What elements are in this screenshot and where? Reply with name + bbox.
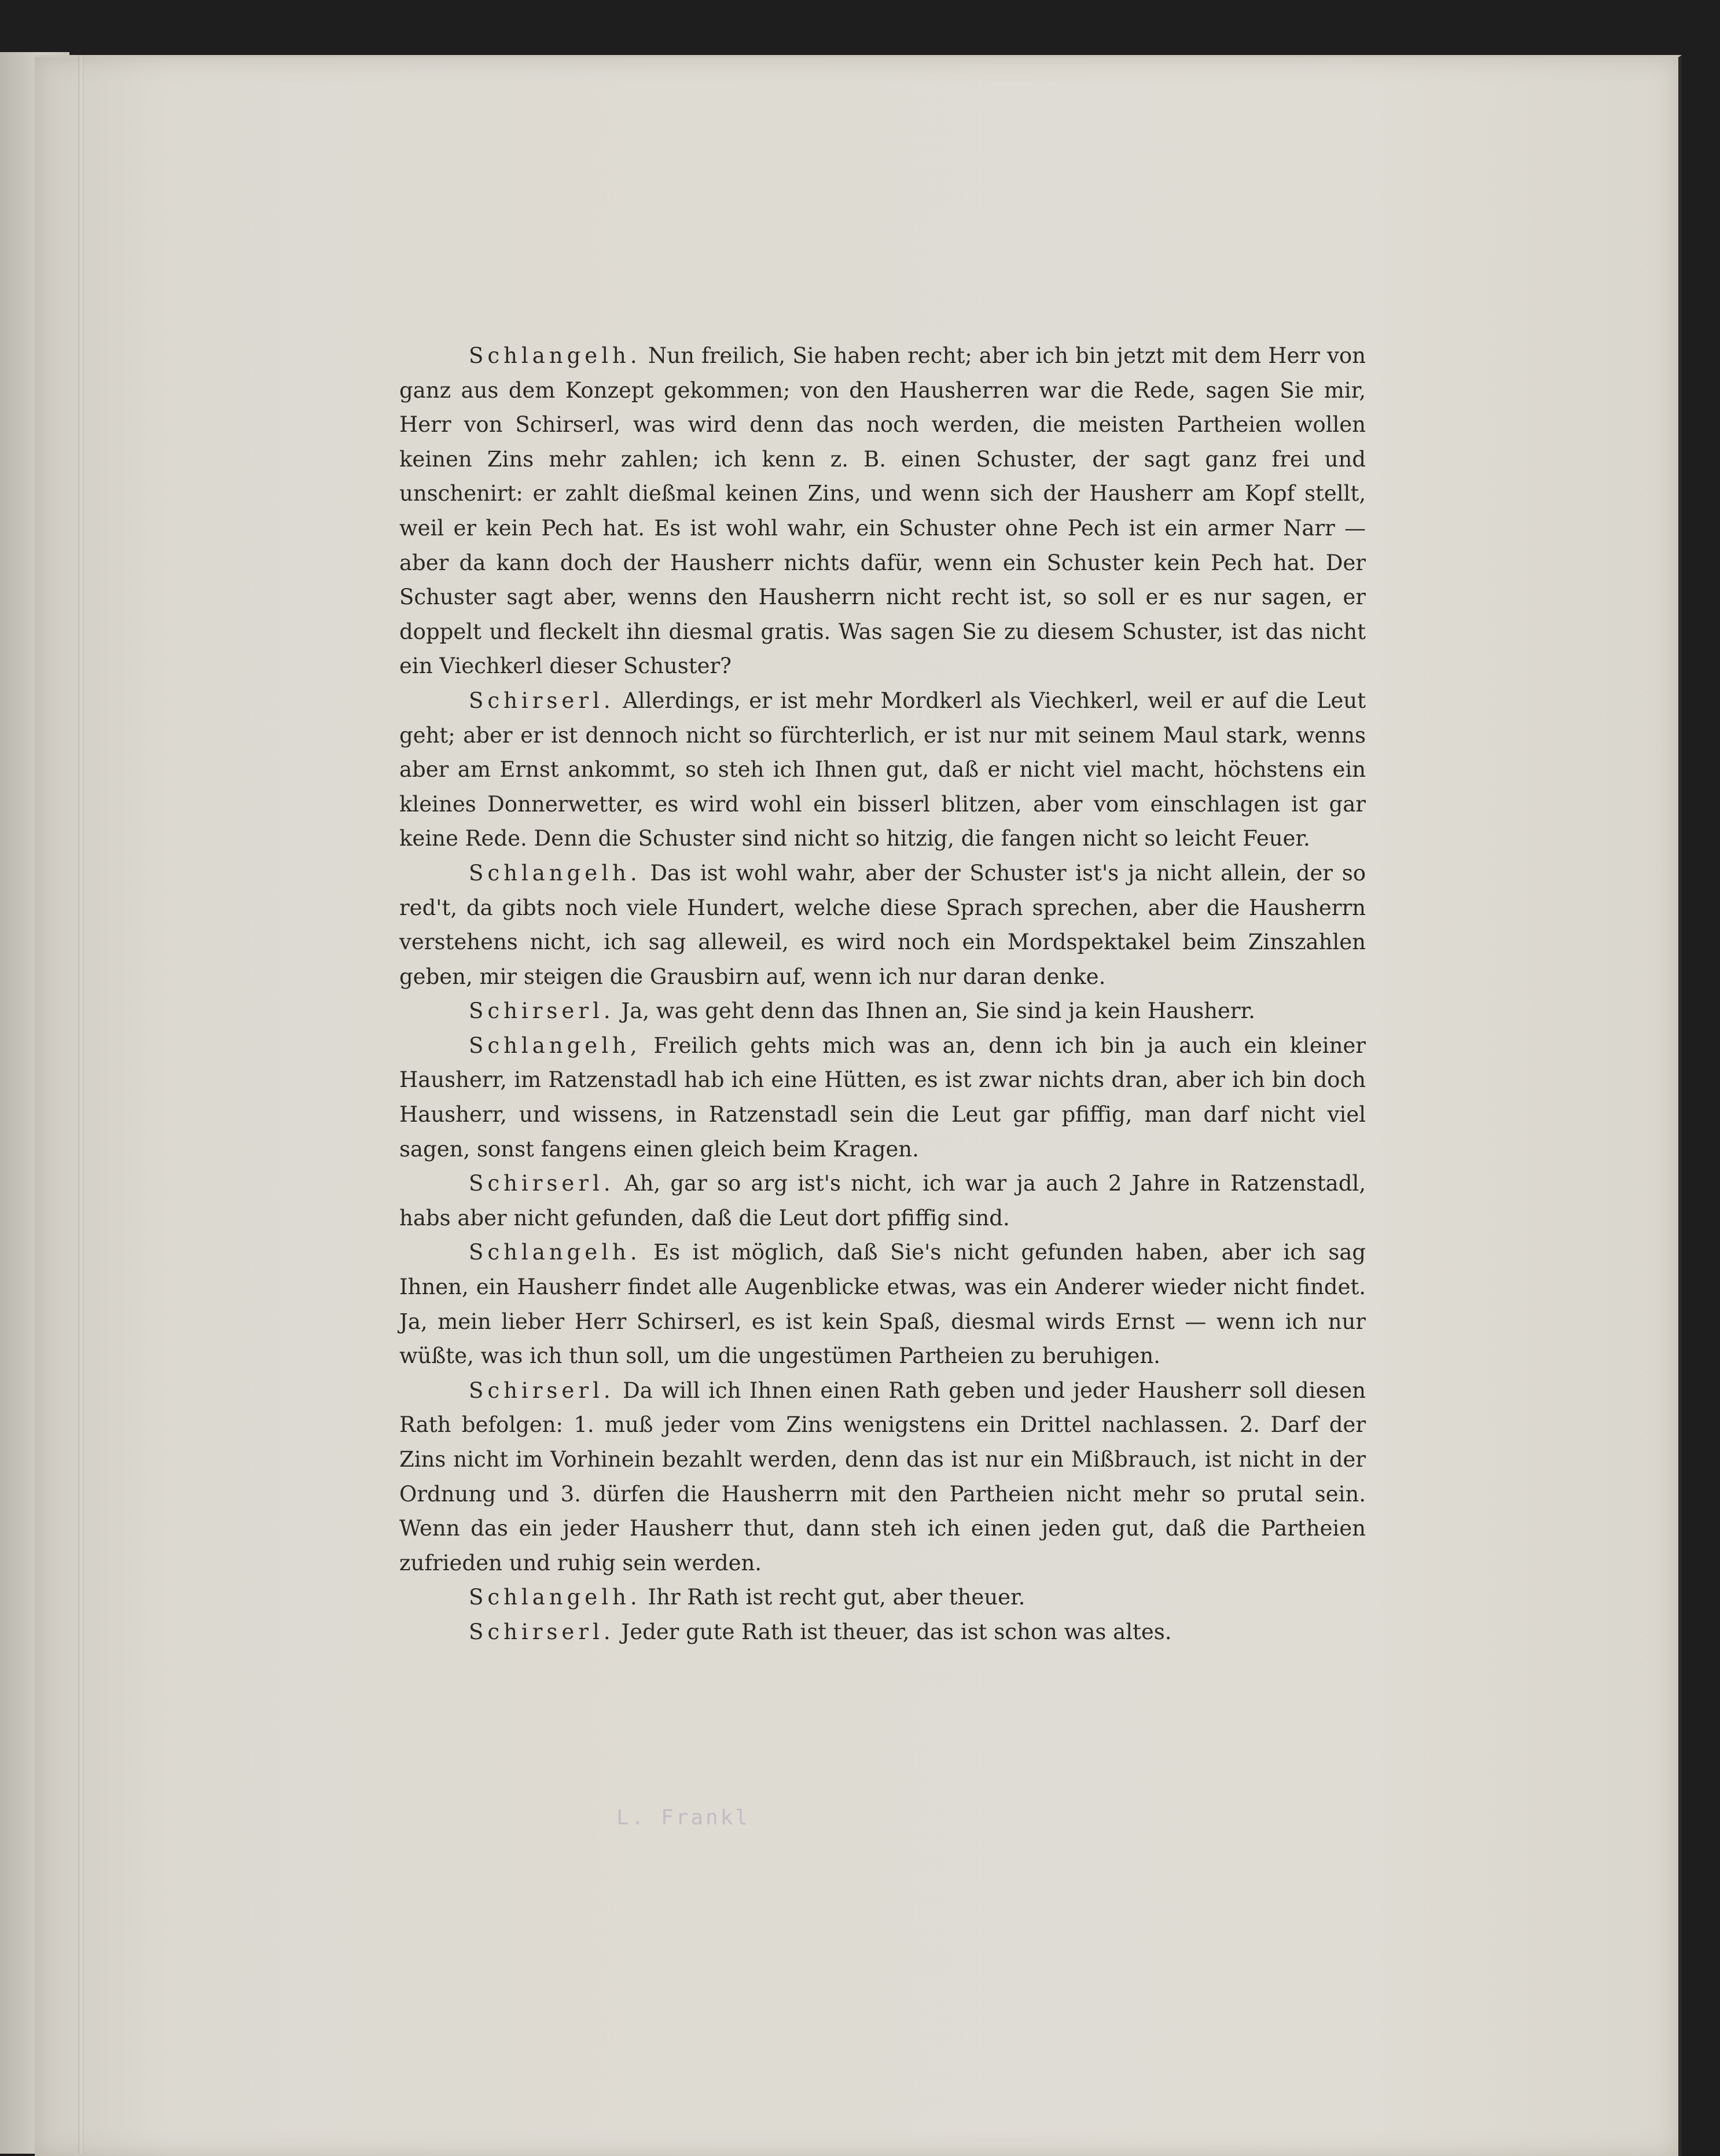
dialogue-line: Ihr Rath ist recht gut, aber theuer.: [648, 1585, 1026, 1610]
speaker-name: Schlangelh,: [469, 1033, 641, 1058]
dialogue-line: Freilich gehts mich was an, denn ich bin ja auch ein kleiner Hausherr, im Ratzenstadl hab ich eine Hütten, es ist zwar nichts dran, aber ich bin doch Hausherr, und wissens, in Ratzenstadl sein die Leut gar pfiffig, man darf nicht viel sagen, sonst fangens einen gleich beim Kragen.: [399, 1033, 1366, 1162]
dialogue-line: Nun freilich, Sie haben recht; aber ich bin jetzt mit dem Herr von ganz aus dem Konzept gekommen; von den Hausherren war die Rede, sagen Sie mir, Herr von Schirserl, was wird denn das noch werden, die meisten Partheien wollen keinen Zins mehr zahlen; ich kenn z. B. einen Schuster, der sagt ganz frei und unschenirt: er zahlt dießmal keinen Zins, und wenn sich der Hausherr am Kopf stellt, weil er kein Pech hat. Es ist wohl wahr, ein Schuster ohne Pech ist ein armer Narr — aber da kann doch der Hausherr nichts dafür, wenn ein Schuster kein Pech hat. Der Schuster sagt aber, wenns den Hausherrn nicht recht ist, so soll er es nur sagen, er doppelt und fleckelt ihn diesmal gratis. Was sagen Sie zu diesem Schuster, ist das nicht ein Viechkerl dieser Schuster?: [399, 343, 1366, 679]
speaker-name: Schirserl.: [469, 688, 615, 713]
dialogue-paragraph: [399, 684, 1366, 856]
speaker-name: Schirserl.: [469, 1619, 615, 1644]
speaker-name: Schirserl.: [469, 1171, 615, 1196]
speaker-name: Schirserl.: [469, 998, 615, 1024]
dialogue-line: Da will ich Ihnen einen Rath geben und jeder Hausherr soll diesen Rath befolgen: 1. muß jeder vom Zins wenigstens ein Drittel nachlassen. 2. Darf der Zins nicht im Vorhinein bezahlt werden, denn das ist nur ein Mißbrauch, ist nicht in der Ordnung und 3. dürfen die Hausherrn mit den Partheien nicht mehr so prutal sein. Wenn das ein jeder Hausherr thut, dann steh ich einen jeden gut, daß die Partheien zufrieden und ruhig sein werden.: [399, 1378, 1366, 1575]
dialogue-paragraph: [399, 1029, 1366, 1166]
dialogue-text: [399, 339, 1366, 1650]
dialogue-paragraph: [399, 339, 1366, 684]
dialogue-paragraph: [399, 1166, 1366, 1235]
speaker-name: Schlangelh.: [469, 1240, 641, 1265]
dialogue-line: Ah, gar so arg ist's nicht, ich war ja auch 2 Jahre in Ratzenstadl, habs aber nicht gefunden, daß die Leut dort pfiffig sind.: [399, 1171, 1366, 1231]
paper-fold: [78, 55, 84, 2154]
dialogue-line: Es ist möglich, daß Sie's nicht gefunden haben, aber ich sag Ihnen, ein Hausherr findet alle Augenblicke etwas, was ein Anderer wieder nicht findet. Ja, mein lieber Herr Schirserl, es ist kein Spaß, diesmal wirds Ernst — wenn ich nur wüßte, was ich thun soll, um die ungestümen Partheien zu beruhigen.: [399, 1240, 1366, 1369]
speaker-name: Schlangelh.: [469, 343, 641, 368]
dialogue-paragraph: [399, 1373, 1366, 1581]
library-stamp: L. Frankl: [616, 1806, 751, 1830]
speaker-name: Schlangelh.: [469, 860, 641, 886]
dialogue-paragraph: [399, 994, 1366, 1029]
dialogue-paragraph: [399, 1235, 1366, 1373]
dialogue-paragraph: [399, 1615, 1366, 1650]
dialogue-line: Das ist wohl wahr, aber der Schuster ist's ja nicht allein, der so red't, da gibts noch viele Hundert, welche diese Sprach sprechen, aber die Hausherrn verstehens nicht, ich sag alleweil, es wird noch ein Mordspektakel beim Zinszahlen geben, mir steigen die Grausbirn auf, wenn ich nur daran denke.: [399, 860, 1366, 989]
speaker-name: Schirserl.: [469, 1378, 615, 1403]
dialogue-line: Jeder gute Rath ist theuer, das ist schon was altes.: [621, 1619, 1172, 1644]
dialogue-paragraph: [399, 1580, 1366, 1615]
dialogue-line: Allerdings, er ist mehr Mordkerl als Viechkerl, weil er auf die Leut geht; aber er ist dennoch nicht so fürchterlich, er ist nur mit seinem Maul stark, wenns aber am Ernst ankommt, so steh ich Ihnen gut, daß er nicht viel macht, höchstens ein kleines Donnerwetter, es wird wohl ein bisserl blitzen, aber vom einschlagen ist gar keine Rede. Denn die Schuster sind nicht so hitzig, die fangen nicht so leicht Feuer.: [399, 688, 1366, 851]
speaker-name: Schlangelh.: [469, 1585, 641, 1610]
dialogue-line: Ja, was geht denn das Ihnen an, Sie sind ja kein Hausherr.: [621, 998, 1255, 1024]
dialogue-paragraph: [399, 856, 1366, 994]
